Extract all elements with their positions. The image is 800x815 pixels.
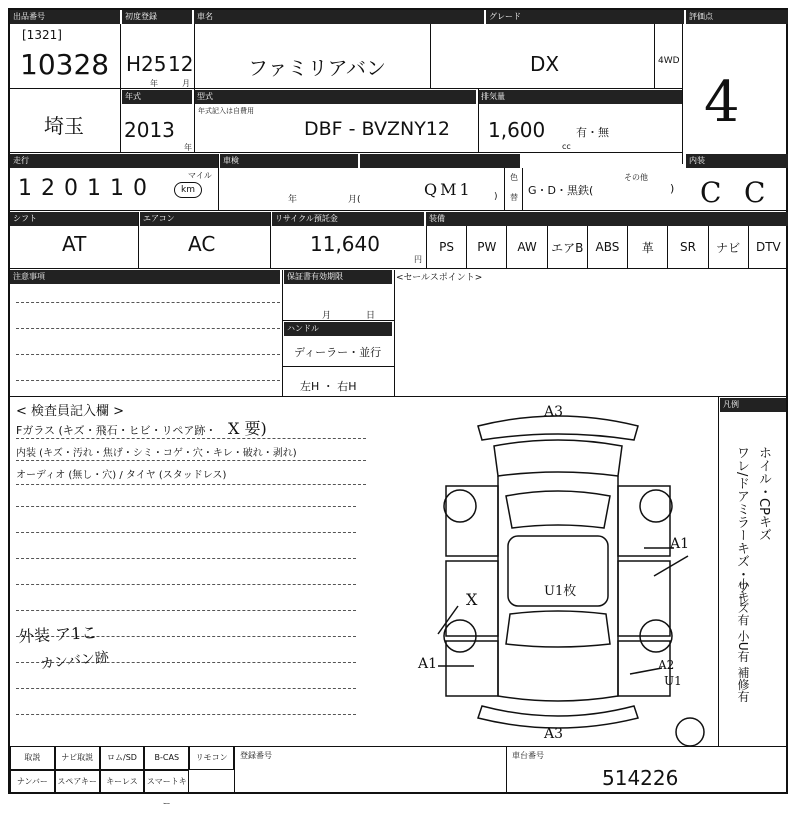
footer-item-3: スマートキー <box>144 770 189 794</box>
lot-no-header: 出品番号 <box>10 10 120 24</box>
model-year-note: 年式記入は自費用 <box>198 107 254 115</box>
diagram-a2-right: A2 <box>658 658 675 672</box>
recycle-header: リサイクル預託金 <box>272 212 424 226</box>
grade-header: グレード <box>486 10 684 24</box>
hood <box>494 440 622 476</box>
color-label-2: 替 <box>510 193 518 202</box>
warranty-day: 日 <box>366 311 376 321</box>
model-year-header: 年式 <box>122 90 192 104</box>
score-value: 4 <box>704 70 740 135</box>
wheel-front-right <box>640 490 672 522</box>
cc-unit: cc <box>562 142 571 151</box>
diagram-x-left: X <box>466 590 478 609</box>
writing-line <box>16 532 356 533</box>
color-code: QM1 <box>424 180 473 199</box>
notes-header: 注意事項 <box>10 270 280 284</box>
inspector-glass: Fガラス (キズ・飛石・ヒビ・リペア跡・ <box>16 424 217 437</box>
footer-item-0: ナンバー <box>10 770 55 794</box>
rear-bumper <box>478 706 638 728</box>
windshield <box>506 491 610 528</box>
legend-header: 凡例 <box>720 398 786 412</box>
writing-line <box>16 714 356 715</box>
model-header: 型式 <box>194 90 476 104</box>
equipment-5: 革 <box>627 226 667 268</box>
rear-window <box>506 611 610 647</box>
writing-line <box>16 610 356 611</box>
shift-value: AT <box>62 232 87 256</box>
month-suffix: 月 <box>182 79 190 88</box>
ac-value: AC <box>188 232 216 256</box>
car-damage-diagram <box>398 406 718 746</box>
color-other-label: その他 <box>624 173 648 182</box>
model-year: 2013 <box>124 118 175 142</box>
legend-1: ホイル・CPキズ <box>756 446 771 541</box>
turbo-choice: 有・無 <box>576 126 609 139</box>
footer-item-3: B-CAS <box>144 746 189 770</box>
warranty-header: 保証書有効期限 <box>284 270 392 284</box>
model-type: DBF - BVZNY12 <box>304 118 450 140</box>
year-suffix: 年 <box>150 79 158 88</box>
first-reg-month: 12 <box>168 52 194 76</box>
spare-wheel <box>676 718 704 746</box>
shift-header: シフト <box>10 212 138 226</box>
diagram-a3-top: A3 <box>544 404 564 420</box>
interior-header: 内装 <box>686 154 788 168</box>
writing-line <box>16 506 356 507</box>
inspector-glass-mark: X 要) <box>228 419 267 438</box>
recycle-unit: 円 <box>414 255 422 264</box>
ac-header: エアコン <box>140 212 270 226</box>
writing-line <box>16 484 366 485</box>
color-other-close: ) <box>670 182 675 195</box>
frame-number: 514226 <box>602 766 679 790</box>
diagram-a1-right: A1 <box>670 536 690 552</box>
displacement-header: 排気量 <box>478 90 682 104</box>
footer-item-1: スペアキー <box>55 770 100 794</box>
handle-header: ハンドル <box>284 322 392 336</box>
drive-type: 4WD <box>658 56 680 66</box>
footer-item-2: ロム/SD <box>100 746 145 770</box>
left-rear <box>446 641 498 696</box>
inspector-audio: オーディオ (無し・穴) / タイヤ (スタッドレス) <box>16 470 227 481</box>
lot-number: 10328 <box>20 48 110 81</box>
frame-no-label: 車台番号 <box>512 751 544 760</box>
dealer-choice: ディーラー・並行 <box>294 346 382 359</box>
equipment-2: AW <box>506 226 546 268</box>
displacement: 1,600 <box>488 118 546 142</box>
footer-items-top <box>10 746 234 770</box>
diagram-u1-right: U1 <box>664 674 682 688</box>
legend-2: ワレ/ドアミラーキズ・ワレ <box>734 446 749 607</box>
interior-grade: C <box>700 176 722 209</box>
equipment-7: ナビ <box>708 226 748 268</box>
diagram-a1-left: A1 <box>418 656 438 672</box>
inspector-interior: 内装 (キズ・汚れ・焦げ・シミ・コゲ・穴・キレ・破れ・剥れ) <box>16 448 297 459</box>
lot-bracket: [1321] <box>22 28 62 42</box>
mileage: 120110 <box>18 176 156 201</box>
auction-sheet <box>8 8 788 808</box>
diagram-a3-bottom: A3 <box>544 726 564 742</box>
inspection-month: 月( <box>348 195 361 205</box>
grade: DX <box>530 52 560 76</box>
handwritten-note-1: 外装 ア1こ <box>17 622 98 647</box>
color-choices: G・D・黒鉄( <box>528 184 594 197</box>
mileage-unit: km <box>174 182 202 198</box>
color-header <box>360 154 520 168</box>
equipment-0: PS <box>426 226 466 268</box>
inspection-header: 車検 <box>220 154 358 168</box>
footer-item-2: キーレス <box>100 770 145 794</box>
first-reg-era: H25 <box>126 52 167 76</box>
exterior-grade: C <box>744 176 766 209</box>
score-header: 評価点 <box>686 10 788 24</box>
writing-line <box>16 558 356 559</box>
footer-item-4: リモコン <box>189 746 234 770</box>
footer-items-bottom <box>10 770 234 808</box>
first-reg-header: 初度登録 <box>122 10 192 24</box>
model-year-suffix: 年 <box>184 143 192 152</box>
equipment-row <box>426 226 788 268</box>
handle-choice: 左H ・ 右H <box>300 380 357 393</box>
equipment-4: ABS <box>587 226 627 268</box>
warranty-month: 月 <box>322 311 332 321</box>
footer-item-1: ナビ取説 <box>55 746 100 770</box>
mileage-header: 走行 <box>10 154 218 168</box>
footer-item-0: 取説 <box>10 746 55 770</box>
writing-line <box>16 584 356 585</box>
prefecture: 埼玉 <box>44 114 84 138</box>
reg-no-label: 登録番号 <box>240 751 272 760</box>
legend-3: 小キズ有 小U有 補修有 <box>736 578 750 703</box>
equipment-header: 装備 <box>426 212 788 226</box>
wheel-front-left <box>444 490 476 522</box>
color-close: ) <box>494 192 498 202</box>
inspector-title: < 検査員記入欄 > <box>16 404 125 419</box>
car-name: ファミリアバン <box>248 56 386 80</box>
inspection-year: 年 <box>288 195 298 205</box>
color-label-1: 色 <box>510 173 518 182</box>
equipment-3: エアB <box>547 226 587 268</box>
writing-line <box>16 688 356 689</box>
diagram-u1-roof: U1枚 <box>544 584 577 599</box>
equipment-1: PW <box>466 226 506 268</box>
car-name-header: 車名 <box>194 10 484 24</box>
mileage-unit-alt: マイル <box>188 171 212 180</box>
equipment-8: DTV <box>748 226 788 268</box>
sales-point-label: <セールスポイント> <box>396 273 483 283</box>
recycle-fee: 11,640 <box>310 232 380 256</box>
equipment-6: SR <box>667 226 707 268</box>
handwritten-note-2: カンバン跡 <box>39 649 110 673</box>
